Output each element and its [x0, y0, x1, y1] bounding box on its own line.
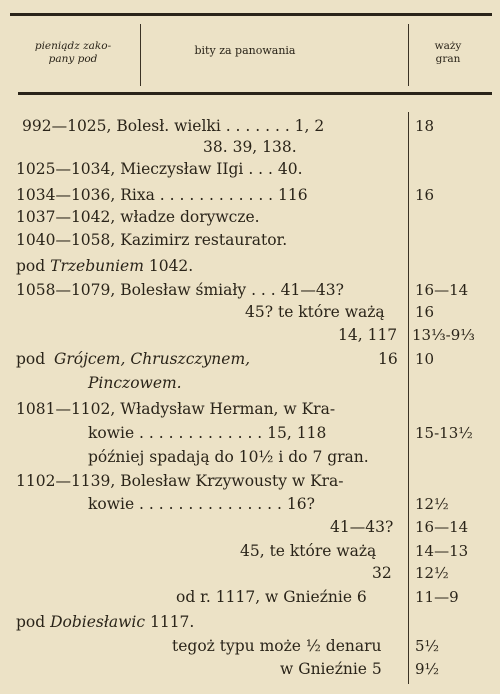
table-row: [0, 115, 500, 137]
header-separator-2: [408, 24, 409, 86]
row-weight: 11—9: [415, 588, 459, 606]
row-text: [16, 611, 194, 633]
header-col1-line2: pany pod: [48, 53, 98, 65]
table-row: [0, 658, 500, 680]
row-text: 32: [372, 564, 392, 582]
table-row: [0, 540, 500, 562]
row-text: w Gnieźnie 5: [280, 660, 382, 678]
header-col3-line1: waży: [434, 40, 462, 52]
table-row: [0, 229, 500, 251]
table-row: [0, 206, 500, 228]
row-text: 38. 39, 138.: [203, 138, 297, 156]
row-place: Trzebuniem: [50, 257, 144, 275]
table-row: [0, 372, 500, 394]
row-prefix: pod: [16, 350, 46, 368]
row-text: [16, 255, 193, 277]
table-row: [0, 422, 500, 444]
table-row: [0, 470, 500, 492]
row-weight: 10: [415, 350, 435, 368]
header-col1-line1: pieniądz zako-: [34, 40, 112, 52]
row-place: Dobiesławic: [50, 613, 146, 631]
row-text: tegoż typu może ½ denaru: [172, 637, 382, 655]
row-text: 1037—1042, władze dorywcze.: [16, 208, 260, 226]
row-prefix: pod: [16, 613, 51, 631]
table-row: [0, 516, 500, 538]
row-prefix: pod: [16, 257, 51, 275]
table-row: [0, 184, 500, 206]
table-row: [0, 562, 500, 584]
table-row: [0, 611, 500, 633]
table-row: [0, 136, 500, 158]
table-row: [0, 324, 500, 346]
header-col3: [418, 40, 478, 66]
row-weight: 15-13½: [415, 424, 473, 442]
table-row: [0, 586, 500, 608]
table-row: [0, 493, 500, 515]
row-text: 45, te które ważą: [240, 542, 377, 560]
table-row: [0, 255, 500, 277]
row-text: 14, 117: [338, 326, 398, 344]
row-text: 41—43?: [330, 518, 394, 536]
row-weight: 16: [415, 303, 435, 321]
row-place: Pinczowem.: [88, 374, 182, 392]
table-row: [0, 279, 500, 301]
row-weight: 16—14: [415, 281, 469, 299]
row-text: 1102—1139, Bolesław Krzywousty w Kra-: [16, 472, 344, 490]
header-col2: bity za panowania: [194, 44, 296, 57]
table-row: [0, 446, 500, 468]
row-text: 45? te które ważą: [245, 303, 385, 321]
header-separator-1: [140, 24, 141, 86]
row-weight: 12½: [415, 564, 449, 582]
row-text: 992—1025, Bolesł. wielki . . . . . . . 1, 2: [22, 117, 325, 135]
header-col3-line2: gran: [435, 53, 461, 65]
top-rule: [10, 13, 492, 16]
row-weight: 18: [415, 117, 435, 135]
header-bottom-rule: [18, 92, 492, 95]
table-row: [0, 398, 500, 420]
row-weight: 13⅓-9⅓: [412, 326, 475, 344]
header-col1: [18, 40, 128, 66]
row-text: od r. 1117, w Gnieźnie 6: [176, 588, 367, 606]
row-weight: 16—14: [415, 518, 469, 536]
row-text: 1034—1036, Rixa . . . . . . . . . . . . 116: [16, 186, 308, 204]
row-weight: 5½: [415, 637, 440, 655]
row-text: kowie . . . . . . . . . . . . . . . 16?: [88, 495, 315, 513]
row-weight: 9½: [415, 660, 440, 678]
row-weight: 16: [415, 186, 435, 204]
row-suffix: 1042.: [143, 257, 194, 275]
row-place: Grójcem, Chruszczynem,: [54, 350, 251, 368]
row-weight: 12½: [415, 495, 449, 513]
row-text: 1081—1102, Władysław Herman, w Kra-: [16, 400, 336, 418]
table-row: [0, 301, 500, 323]
row-text: 1040—1058, Kazimirz restaurator.: [16, 231, 288, 249]
table-row: [0, 348, 500, 370]
row-text: kowie . . . . . . . . . . . . . 15, 118: [88, 424, 327, 442]
row-weight: 14—13: [415, 542, 469, 560]
table-row: [0, 158, 500, 180]
row-text: 1025—1034, Mieczysław IIgi . . . 40.: [16, 160, 303, 178]
table-row: [0, 635, 500, 657]
row-suffix: 1117.: [145, 613, 195, 631]
row-text: 16: [378, 350, 398, 368]
row-text: 1058—1079, Bolesław śmiały . . . 41—43?: [16, 281, 344, 299]
row-text: później spadają do 10½ i do 7 gran.: [88, 448, 369, 466]
